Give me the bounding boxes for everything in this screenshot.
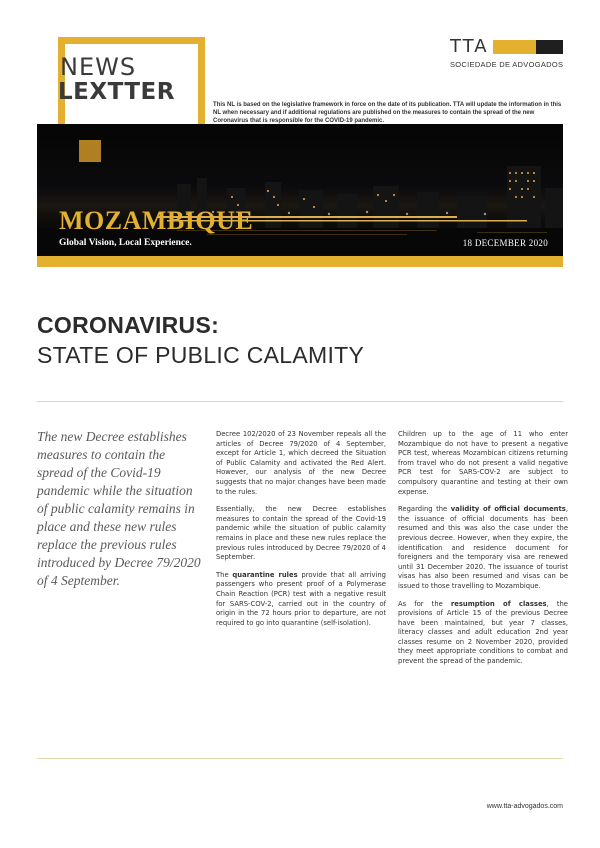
paragraph: Decree 102/2020 of 23 November repeals all the articles of Decree 79/2020 of 4 September, except for Article 1, which decreed the Situation of Public Calamity and activated the Red Alert. However, our analysis of the new Decree suggests that no major changes have been made to the rules. bbox=[216, 430, 386, 496]
paragraph: Essentially, the new Decree establishes measures to contain the spread of the Covid-19 pandemic while the situation of public calamity remains in place and these new rules replace the previous rules introduced by Decree 79/2020 of 4 September. bbox=[216, 505, 386, 562]
body-column-right bbox=[398, 430, 568, 675]
divider-bottom bbox=[37, 758, 563, 759]
paragraph: Children up to the age of 11 who enter Mozambique do not have to present a negative PCR test, whereas Mozambican citizens returning from travel who do not present a valid negative PCR test for SARS-COV-2 are subject to compulsory quarantine and testing at their own expense. bbox=[398, 430, 568, 496]
newsletter-title-line2: LEXTTER bbox=[58, 79, 175, 105]
tagline: Global Vision, Local Experience. bbox=[59, 238, 192, 248]
body-column-middle bbox=[216, 430, 386, 636]
tta-logo bbox=[450, 36, 563, 69]
newsletter-title-line1: NEWS bbox=[60, 53, 137, 81]
issue-date: 18 DECEMBER 2020 bbox=[462, 238, 548, 248]
paragraph: The quarantine rules provide that all arriving passengers who present proof of a Polymerase Chain Reaction (PCR) test with a negative result for SARS-COV-2, carried out in the country of origin in the 72 hours prior to departure, are not required to go into quarantine (self-isolation). bbox=[216, 570, 386, 627]
paragraph: As for the resumption of classes, the provisions of Article 15 of the previous Decree have been maintained, but year 7 classes, literacy classes and adult education 2nd year classes resume on 2 November 2020, provided they meet appropriate conditions to combat and prevent the spread of the pandemic. bbox=[398, 599, 568, 666]
headline-line2: STATE OF PUBLIC CALAMITY bbox=[37, 342, 365, 368]
city-skyline-image bbox=[37, 124, 563, 256]
page-title bbox=[37, 312, 364, 369]
bold-term: validity of official documents bbox=[450, 505, 566, 514]
bold-term: resumption of classes bbox=[450, 599, 547, 608]
logo-subtitle: SOCIEDADE DE ADVOGADOS bbox=[450, 60, 564, 69]
newsletter-title bbox=[58, 55, 175, 104]
country-title: MOZAMBIQUE bbox=[59, 206, 254, 235]
logo-bar bbox=[493, 40, 563, 54]
logo-name: TTA bbox=[450, 36, 489, 57]
footer-url[interactable]: www.tta-advogados.com bbox=[486, 803, 563, 810]
paragraph: Regarding the validity of official documents, the issuance of official documents has been resumed and this was also the case under the previous decree. However, when they expire, the identification and residence document for foreigners and the temporary visa are renewed until 31 December 2020. The issuance of tourist visas has also been resumed and visas can be issued to those travelling to Mozambique. bbox=[398, 505, 568, 590]
brand-square bbox=[79, 140, 101, 162]
banner-gold-band bbox=[37, 256, 563, 267]
divider-top bbox=[37, 401, 563, 402]
city-night-banner bbox=[37, 124, 563, 256]
disclaimer-text: This NL is based on the legislative framework in force on the date of its publication. TTA will update the information in this NL when necessary and if additional regulations are published on the measures to contain the spread of the new Coronavirus that is responsible for the COVID-19 pandemic. bbox=[213, 102, 562, 124]
lead-summary: The new Decree establishes measures to contain the spread of the Covid-19 pandemic while the situation of public calamity remains in place and these new rules replace the previous rules introduced by Decree 79/2020 of 4 September. bbox=[37, 429, 201, 588]
headline-line1: CORONAVIRUS: bbox=[37, 312, 220, 338]
bold-term: quarantine rules bbox=[232, 570, 298, 579]
